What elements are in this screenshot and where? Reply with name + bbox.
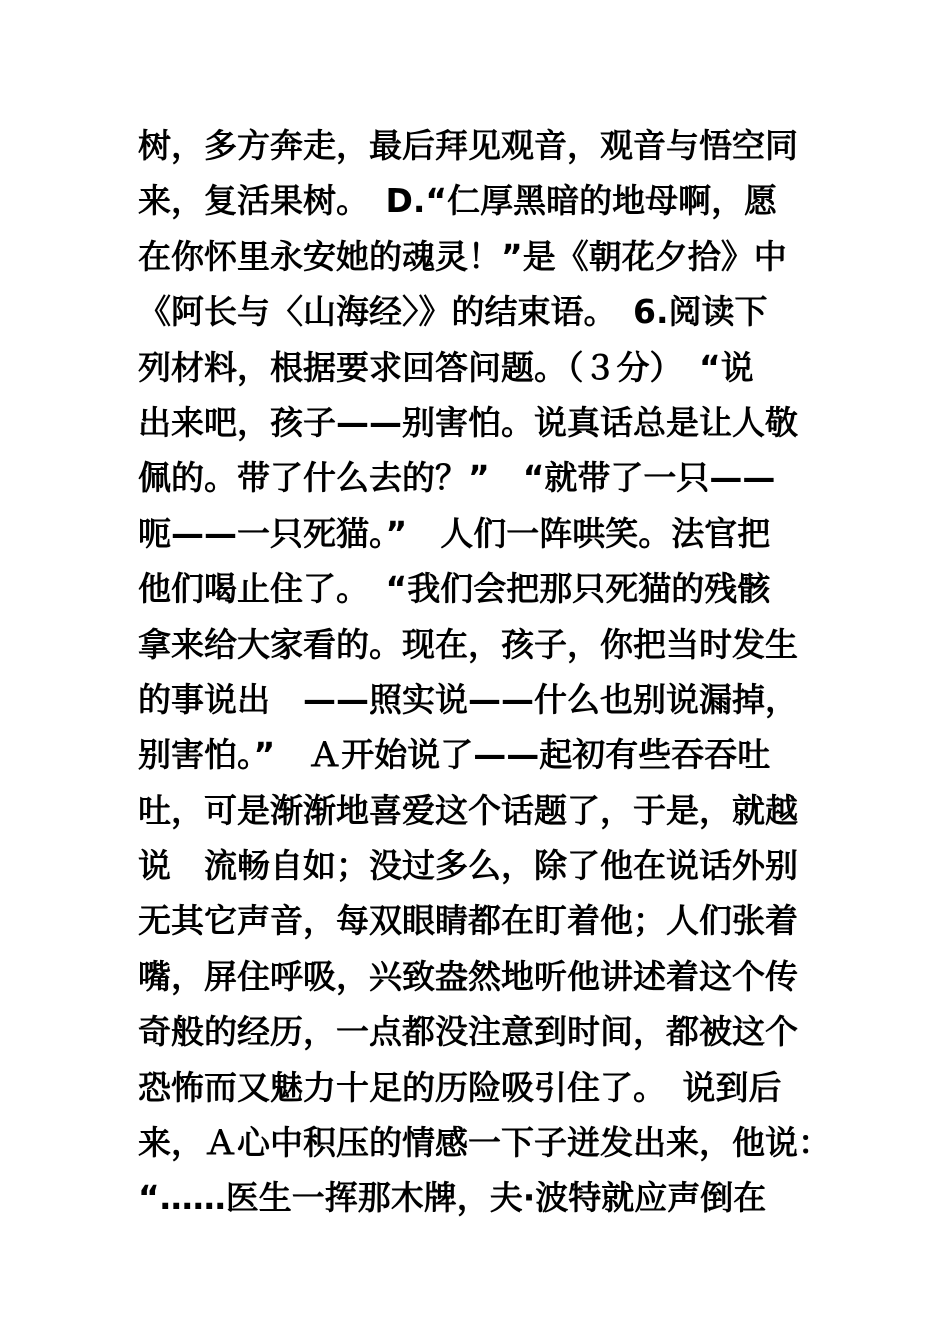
text-line: 来，Ａ心中积压的情感一下子迸发出来，他说： <box>138 1123 831 1163</box>
text-line: 出来吧，孩子——别害怕。说真话总是让人敬 <box>138 402 798 442</box>
text-line: 他们喝止住了。 “我们会把那只死猫的残骸 <box>138 569 771 609</box>
text-line: 来，复活果树。 D.“仁厚黑暗的地母啊，愿 <box>138 181 778 221</box>
text-line: 说 流畅自如；没过多么，除了他在说话外别 <box>138 846 798 886</box>
text-line: 在你怀里永安她的魂灵！”是《朝花夕拾》中 <box>138 236 787 276</box>
text-line: 佩的。带了什么去的？” “就带了一只—— <box>138 458 776 498</box>
text-line: 《阿长与〈山海经〉》的结束语。 6.阅读下 <box>138 292 768 332</box>
text-line: 别害怕。” Ａ开始说了——起初有些吞吞吐 <box>138 735 771 775</box>
text-line: 的事说出 ——照实说——什么也别说漏掉， <box>138 679 798 719</box>
text-line: 恐怖而又魅力十足的历险吸引住了。 说到后 <box>138 1067 782 1107</box>
text-line: 吐，可是渐渐地喜爱这个话题了，于是，就越 <box>138 790 798 830</box>
body-text <box>138 118 838 1226</box>
text-line: 无其它声音，每双眼睛都在盯着他；人们张着 <box>138 901 798 941</box>
text-line: 树，多方奔走，最后拜见观音，观音与悟空同 <box>138 126 798 165</box>
text-line: “……医生一挥那木牌，夫·波特就应声倒在 <box>138 1178 767 1218</box>
text-line: 嘴，屏住呼吸，兴致盎然地听他讲述着这个传 <box>138 956 798 996</box>
text-line: 列材料，根据要求回答问题。（３分） “说 <box>138 347 754 387</box>
text-line: 拿来给大家看的。现在，孩子，你把当时发生 <box>138 624 798 664</box>
text-line: 奇般的经历，一点都没注意到时间，都被这个 <box>138 1012 798 1052</box>
text-line: 呃——一只死猫。” 人们一阵哄笑。法官把 <box>138 513 771 553</box>
